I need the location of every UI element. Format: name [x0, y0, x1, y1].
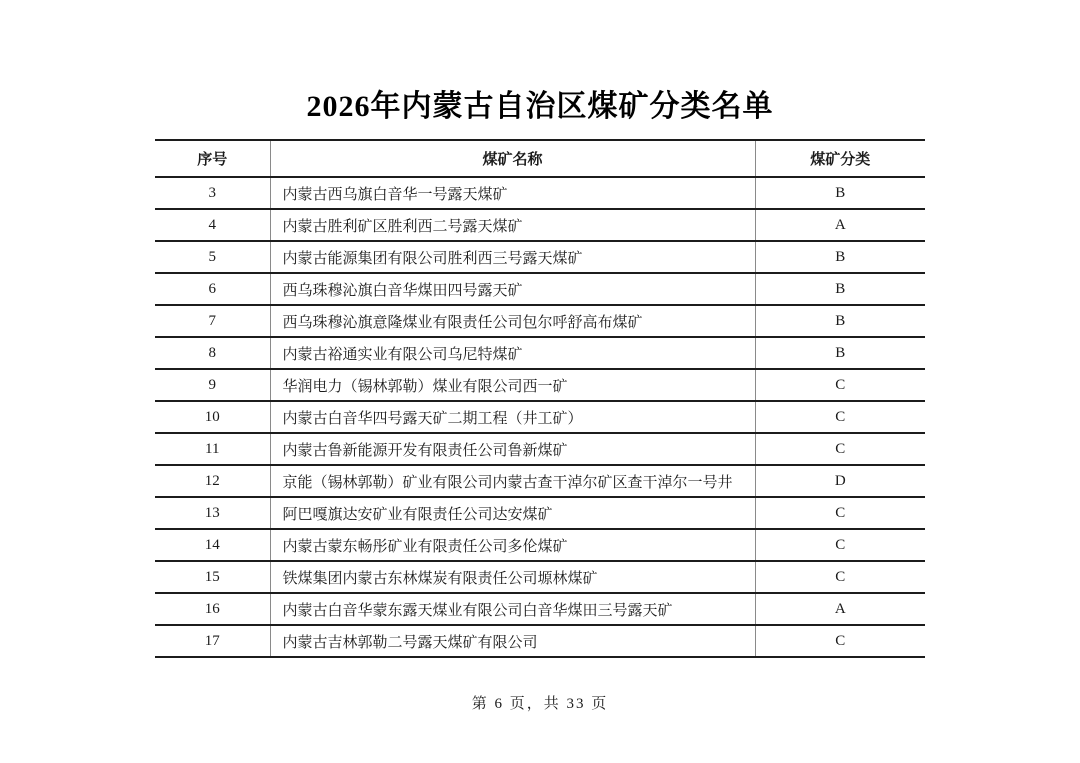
mine-classification: C	[755, 401, 925, 433]
mine-classification: B	[755, 305, 925, 337]
mine-name: 华润电力（锡林郭勒）煤业有限公司西一矿	[270, 369, 755, 401]
mine-classification: B	[755, 337, 925, 369]
table-row	[155, 593, 925, 625]
table-row	[155, 273, 925, 305]
mine-classification: C	[755, 625, 925, 657]
mine-name: 内蒙古能源集团有限公司胜利西三号露天煤矿	[270, 241, 755, 273]
mine-classification: C	[755, 529, 925, 561]
table-row	[155, 241, 925, 273]
table-row	[155, 433, 925, 465]
page-number-footer: 第 6 页，共 33 页	[471, 696, 609, 712]
table-row	[155, 177, 925, 209]
row-number: 15	[155, 561, 270, 593]
row-number: 6	[155, 273, 270, 305]
table-row	[155, 369, 925, 401]
table-row	[155, 529, 925, 561]
table-row	[155, 337, 925, 369]
table-row	[155, 465, 925, 497]
row-number: 16	[155, 593, 270, 625]
table-row	[155, 401, 925, 433]
header-classification: 煤矿分类	[755, 140, 925, 177]
row-number: 8	[155, 337, 270, 369]
mine-name: 内蒙古白音华四号露天矿二期工程（井工矿）	[270, 401, 755, 433]
row-number: 5	[155, 241, 270, 273]
row-number: 3	[155, 177, 270, 209]
mine-name: 内蒙古鲁新能源开发有限责任公司鲁新煤矿	[270, 433, 755, 465]
mine-classification: C	[755, 433, 925, 465]
mine-classification: C	[755, 369, 925, 401]
mine-name: 西乌珠穆沁旗意隆煤业有限责任公司包尔呼舒高布煤矿	[270, 305, 755, 337]
table-row	[155, 497, 925, 529]
mine-classification: B	[755, 177, 925, 209]
table-row	[155, 561, 925, 593]
row-number: 7	[155, 305, 270, 337]
mine-name: 内蒙古蒙东畅彤矿业有限责任公司多伦煤矿	[270, 529, 755, 561]
page-title: 2026年内蒙古自治区煤矿分类名单	[306, 90, 774, 123]
table-header	[155, 140, 925, 177]
row-number: 17	[155, 625, 270, 657]
table-row	[155, 305, 925, 337]
mine-classification: B	[755, 241, 925, 273]
mine-classification: C	[755, 561, 925, 593]
mine-name: 内蒙古胜利矿区胜利西二号露天煤矿	[270, 209, 755, 241]
mine-name: 京能（锡林郭勒）矿业有限公司内蒙古查干淖尔矿区查干淖尔一号井	[270, 465, 755, 497]
row-number: 4	[155, 209, 270, 241]
mine-name: 阿巴嘎旗达安矿业有限责任公司达安煤矿	[270, 497, 755, 529]
table-row	[155, 209, 925, 241]
mine-name: 内蒙古吉林郭勒二号露天煤矿有限公司	[270, 625, 755, 657]
mine-classification: C	[755, 497, 925, 529]
mine-name: 铁煤集团内蒙古东林煤炭有限责任公司塬林煤矿	[270, 561, 755, 593]
header-mine-name: 煤矿名称	[270, 140, 755, 177]
mine-name: 西乌珠穆沁旗白音华煤田四号露天矿	[270, 273, 755, 305]
mine-name: 内蒙古白音华蒙东露天煤业有限公司白音华煤田三号露天矿	[270, 593, 755, 625]
mine-classification: D	[755, 465, 925, 497]
header-no: 序号	[155, 140, 270, 177]
coal-mine-table	[155, 139, 925, 658]
row-number: 9	[155, 369, 270, 401]
row-number: 11	[155, 433, 270, 465]
table-body	[155, 177, 925, 657]
row-number: 14	[155, 529, 270, 561]
mine-classification: A	[755, 209, 925, 241]
row-number: 13	[155, 497, 270, 529]
mine-classification: A	[755, 593, 925, 625]
mine-name: 内蒙古西乌旗白音华一号露天煤矿	[270, 177, 755, 209]
mine-classification: B	[755, 273, 925, 305]
mine-name: 内蒙古裕通实业有限公司乌尼特煤矿	[270, 337, 755, 369]
row-number: 12	[155, 465, 270, 497]
header-row	[155, 140, 925, 177]
row-number: 10	[155, 401, 270, 433]
table-row	[155, 625, 925, 657]
